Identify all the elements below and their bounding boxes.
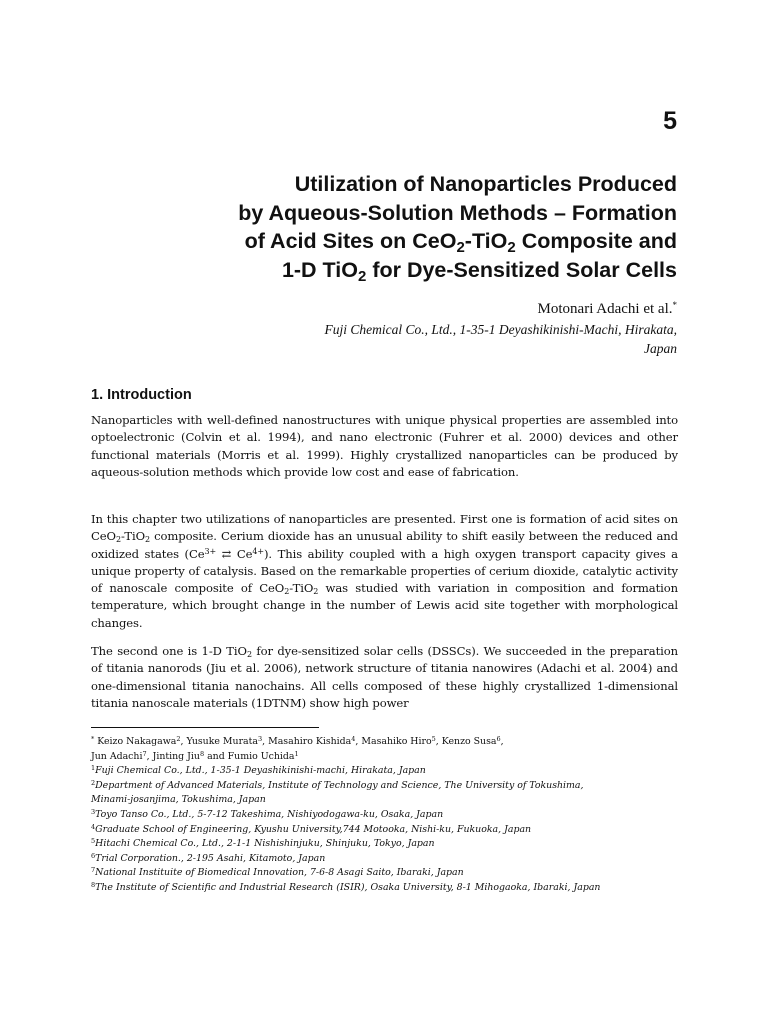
footnote-affiliation-4: $^4$Graduate School of Engineering, Kyushu University,744 Motooka, Nishi-ku, Fukuoka, Japan bbox=[91, 822, 532, 835]
title-line-3: of Acid Sites on CeO$_2$-TiO$_2$ Composite and bbox=[244, 229, 677, 256]
affiliation-line-2: Japan bbox=[644, 341, 677, 356]
footnote-affiliation-6: $^6$Trial Corporation., 2-195 Asahi, Kitamoto, Japan bbox=[91, 851, 326, 864]
title-line-1: Utilization of Nanoparticles Produced bbox=[294, 172, 677, 196]
footnote-affiliation-5: $^5$Hitachi Chemical Co., Ltd., 2-1-1 Nishishinjuku, Shinjuku, Tokyo, Japan bbox=[91, 837, 435, 850]
footnote-coauthors-line-2: Jun Adachi$^7$, Jinting Jiu$^8$ and Fumio Uchida$^1$ bbox=[91, 749, 299, 762]
footnotes bbox=[91, 735, 678, 896]
section-heading: 1. Introduction bbox=[91, 387, 192, 403]
author-footnote-mark: * bbox=[672, 300, 677, 310]
chapter-title bbox=[117, 170, 677, 284]
author-name: Motonari Adachi et al. bbox=[537, 301, 673, 317]
paragraph-2: In this chapter two utilizations of nanoparticles are presented. First one is formation of acid sites on CeO$_2$-TiO$_2$ composite. Cerium dioxide has an unusual ability to shift easily between the reduced and oxidized states ($Ce^{3+}$ ⇄ $Ce^{4+}$). This ability coupled with a high oxygen transport capacity gives a unique property of catalysis. Based on the remarkable properties of cerium dioxide, catalytic activity of nanoscale composite of CeO$_2$-TiO$_2$ was studied with variation in composition and formation temperature, which brought change in the number of Lewis acid site together with morphological changes. bbox=[91, 512, 679, 630]
footnote-affiliation-8: $^8$The Institute of Scientific and Industrial Research (ISIR), Osaka University, 8-1 Mihogaoka, Ibaraki, Japan bbox=[91, 880, 601, 893]
author-line bbox=[538, 300, 677, 318]
author-affiliation bbox=[207, 320, 677, 358]
paragraph-3: The second one is 1-D TiO$_2$ for dye-sensitized solar cells (DSSCs). We succeeded in the preparation of titania nanorods (Jiu et al. 2006), network structure of titania nanowires (Adachi et al. 2004) and one-dimensional titania nanochains. All cells composed of these highly crystallized 1-dimensional titania nanoscale materials (1DTNM) show high power bbox=[91, 644, 678, 710]
title-line-4: 1-D TiO$_2$ for Dye-Sensitized Solar Cells bbox=[281, 257, 677, 285]
footnote-coauthors-line-1: * Keizo Nakagawa$^2$, Yusuke Murata$^3$, Masahiro Kishida$^4$, Masahiko Hiro$^5$, Kenzo Susa$^6$, bbox=[91, 735, 504, 747]
footnote-affiliation-3: $^3$Toyo Tanso Co., Ltd., 5-7-12 Takeshima, Nishiyodogawa-ku, Osaka, Japan bbox=[91, 807, 444, 820]
footnote-affiliation-1: $^1$Fuji Chemical Co., Ltd., 1-35-1 Deyashikinishi-machi, Hirakata, Japan bbox=[91, 764, 426, 777]
footnote-affiliation-7: $^7$National Instituite of Biomedical Innovation, 7-6-8 Asagi Saito, Ibaraki, Japan bbox=[91, 866, 464, 879]
paragraph-1: Nanoparticles with well-defined nanostructures with unique physical properties are assembled into optoelectronic (Colvin et al. 1994), and nano electronic (Fuhrer et al. 2000) devices and other functional materials (Morris et al. 1999). Highly crystallized nanoparticles can be produced by aqueous-solution methods which provide low cost and ease of fabrication. bbox=[91, 413, 678, 479]
footnote-affiliation-2-cont: Minami-josanjima, Tokushima, Japan bbox=[91, 794, 266, 806]
footnote-divider bbox=[91, 727, 319, 728]
affiliation-line-1: Fuji Chemical Co., Ltd., 1-35-1 Deyashikinishi-Machi, Hirakata, bbox=[324, 322, 677, 337]
chapter-number: 5 bbox=[663, 107, 677, 135]
title-line-2: by Aqueous-Solution Methods – Formation bbox=[238, 200, 677, 225]
footnote-affiliation-2: $^2$Department of Advanced Materials, Institute of Technology and Science, The University of Tokushima, bbox=[91, 778, 584, 791]
